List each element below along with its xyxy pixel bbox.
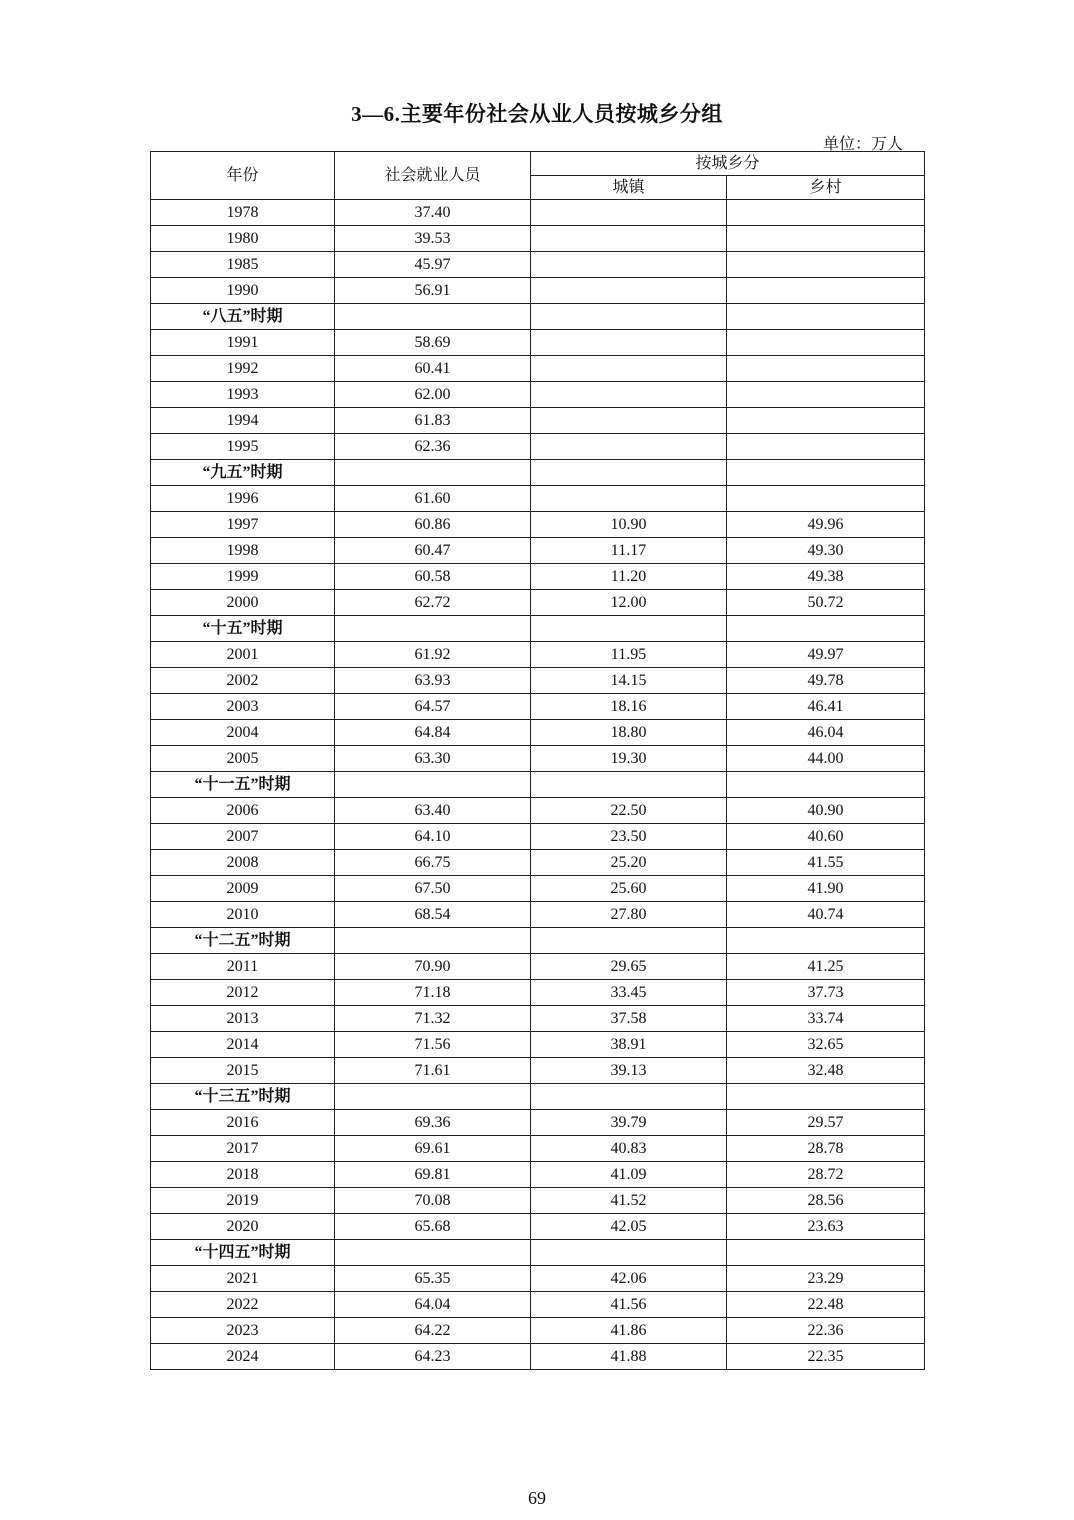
urban-cell: 41.52 [531, 1188, 727, 1214]
employed-cell: 64.57 [335, 694, 531, 720]
employed-cell: 64.84 [335, 720, 531, 746]
table-row [151, 512, 925, 538]
urban-cell: 11.17 [531, 538, 727, 564]
rural-cell: 40.60 [727, 824, 925, 850]
employed-cell: 67.50 [335, 876, 531, 902]
table-row [151, 876, 925, 902]
year-cell: 1995 [151, 434, 335, 460]
urban-cell: 41.86 [531, 1318, 727, 1344]
urban-cell: 11.95 [531, 642, 727, 668]
urban-cell [531, 408, 727, 434]
year-cell: 1997 [151, 512, 335, 538]
urban-cell [531, 200, 727, 226]
urban-cell [531, 434, 727, 460]
urban-cell: 38.91 [531, 1032, 727, 1058]
year-cell: 2014 [151, 1032, 335, 1058]
year-cell: 1978 [151, 200, 335, 226]
table-row [151, 1032, 925, 1058]
employed-cell: 64.22 [335, 1318, 531, 1344]
employed-cell: 70.90 [335, 954, 531, 980]
table-row [151, 538, 925, 564]
period-row [151, 928, 925, 954]
table-header [151, 152, 925, 200]
employed-cell: 61.83 [335, 408, 531, 434]
year-cell: 2016 [151, 1110, 335, 1136]
employed-cell: 71.18 [335, 980, 531, 1006]
year-cell: 2013 [151, 1006, 335, 1032]
rural-cell: 23.63 [727, 1214, 925, 1240]
employed-cell [335, 304, 531, 330]
table-row [151, 694, 925, 720]
year-cell: 2005 [151, 746, 335, 772]
employed-cell: 45.97 [335, 252, 531, 278]
rural-cell: 49.78 [727, 668, 925, 694]
urban-cell [531, 252, 727, 278]
urban-cell [531, 928, 727, 954]
year-cell: 2017 [151, 1136, 335, 1162]
year-cell: 1991 [151, 330, 335, 356]
table-row [151, 798, 925, 824]
employed-cell [335, 1084, 531, 1110]
year-cell: 2010 [151, 902, 335, 928]
table-row [151, 486, 925, 512]
employed-cell: 69.61 [335, 1136, 531, 1162]
table-row [151, 252, 925, 278]
urban-cell: 25.60 [531, 876, 727, 902]
employed-cell [335, 772, 531, 798]
table-row [151, 434, 925, 460]
urban-cell [531, 278, 727, 304]
period-label-cell: “十一五”时期 [151, 772, 335, 798]
urban-cell [531, 382, 727, 408]
year-cell: 2015 [151, 1058, 335, 1084]
urban-cell: 29.65 [531, 954, 727, 980]
employed-cell: 70.08 [335, 1188, 531, 1214]
header-by-urban-rural: 按城乡分 [531, 152, 925, 176]
year-cell: 2000 [151, 590, 335, 616]
employed-cell: 71.61 [335, 1058, 531, 1084]
table-row [151, 1188, 925, 1214]
employed-cell: 69.36 [335, 1110, 531, 1136]
header-rural: 乡村 [727, 176, 925, 200]
employed-cell: 63.40 [335, 798, 531, 824]
rural-cell: 49.97 [727, 642, 925, 668]
employed-cell: 39.53 [335, 226, 531, 252]
table-row [151, 902, 925, 928]
employed-cell: 68.54 [335, 902, 531, 928]
year-cell: 1999 [151, 564, 335, 590]
rural-cell: 33.74 [727, 1006, 925, 1032]
table-body [151, 200, 925, 1370]
year-cell: 2020 [151, 1214, 335, 1240]
year-cell: 2002 [151, 668, 335, 694]
employed-cell: 66.75 [335, 850, 531, 876]
rural-cell: 22.35 [727, 1344, 925, 1370]
urban-cell: 19.30 [531, 746, 727, 772]
year-cell: 2024 [151, 1344, 335, 1370]
urban-cell: 27.80 [531, 902, 727, 928]
employed-cell [335, 460, 531, 486]
rural-cell [727, 304, 925, 330]
rural-cell: 29.57 [727, 1110, 925, 1136]
table-row [151, 954, 925, 980]
table-row [151, 226, 925, 252]
period-row [151, 1240, 925, 1266]
year-cell: 1996 [151, 486, 335, 512]
period-row [151, 304, 925, 330]
rural-cell: 46.04 [727, 720, 925, 746]
urban-cell: 23.50 [531, 824, 727, 850]
rural-cell [727, 278, 925, 304]
year-cell: 1992 [151, 356, 335, 382]
year-cell: 2021 [151, 1266, 335, 1292]
employed-cell: 60.86 [335, 512, 531, 538]
rural-cell [727, 1240, 925, 1266]
urban-cell: 11.20 [531, 564, 727, 590]
urban-cell [531, 304, 727, 330]
rural-cell: 40.90 [727, 798, 925, 824]
urban-cell: 18.80 [531, 720, 727, 746]
urban-cell: 22.50 [531, 798, 727, 824]
table-row [151, 642, 925, 668]
rural-cell: 22.48 [727, 1292, 925, 1318]
employed-cell: 58.69 [335, 330, 531, 356]
rural-cell [727, 928, 925, 954]
employed-cell: 56.91 [335, 278, 531, 304]
table-row [151, 1266, 925, 1292]
employment-table [150, 151, 925, 1370]
period-label-cell: “十二五”时期 [151, 928, 335, 954]
rural-cell [727, 382, 925, 408]
year-cell: 1993 [151, 382, 335, 408]
employed-cell: 62.00 [335, 382, 531, 408]
period-label-cell: “十四五”时期 [151, 1240, 335, 1266]
urban-cell: 33.45 [531, 980, 727, 1006]
rural-cell: 23.29 [727, 1266, 925, 1292]
employed-cell: 64.23 [335, 1344, 531, 1370]
employed-cell: 61.60 [335, 486, 531, 512]
urban-cell [531, 616, 727, 642]
table-row [151, 1058, 925, 1084]
rural-cell [727, 356, 925, 382]
urban-cell: 41.88 [531, 1344, 727, 1370]
employed-cell: 65.35 [335, 1266, 531, 1292]
table-row [151, 590, 925, 616]
table-row [151, 1214, 925, 1240]
page-number: 69 [528, 1488, 546, 1508]
page-title: 3—6.主要年份社会从业人员按城乡分组 [351, 102, 723, 126]
rural-cell: 32.48 [727, 1058, 925, 1084]
year-cell: 1990 [151, 278, 335, 304]
urban-cell: 42.05 [531, 1214, 727, 1240]
rural-cell [727, 460, 925, 486]
employed-cell: 63.30 [335, 746, 531, 772]
employed-cell: 63.93 [335, 668, 531, 694]
rural-cell: 37.73 [727, 980, 925, 1006]
rural-cell: 46.41 [727, 694, 925, 720]
table-row [151, 408, 925, 434]
header-employed: 社会就业人员 [335, 152, 531, 200]
table-row [151, 278, 925, 304]
employed-cell: 62.72 [335, 590, 531, 616]
table-row [151, 356, 925, 382]
table-row [151, 200, 925, 226]
header-urban: 城镇 [531, 176, 727, 200]
rural-cell: 28.78 [727, 1136, 925, 1162]
rural-cell: 32.65 [727, 1032, 925, 1058]
year-cell: 2023 [151, 1318, 335, 1344]
urban-cell: 37.58 [531, 1006, 727, 1032]
year-cell: 2012 [151, 980, 335, 1006]
urban-cell: 14.15 [531, 668, 727, 694]
period-label-cell: “十三五”时期 [151, 1084, 335, 1110]
rural-cell [727, 1084, 925, 1110]
urban-cell [531, 330, 727, 356]
period-label-cell: “九五”时期 [151, 460, 335, 486]
period-label-cell: “八五”时期 [151, 304, 335, 330]
employed-cell: 71.32 [335, 1006, 531, 1032]
unit-label: 单位：万人 [822, 136, 903, 153]
year-cell: 2001 [151, 642, 335, 668]
rural-cell: 50.72 [727, 590, 925, 616]
year-cell: 1980 [151, 226, 335, 252]
period-row [151, 616, 925, 642]
table-row [151, 824, 925, 850]
rural-cell [727, 772, 925, 798]
urban-cell: 39.13 [531, 1058, 727, 1084]
employed-cell [335, 616, 531, 642]
rural-cell [727, 616, 925, 642]
table-row [151, 1162, 925, 1188]
period-label-cell: “十五”时期 [151, 616, 335, 642]
rural-cell: 49.38 [727, 564, 925, 590]
year-cell: 1994 [151, 408, 335, 434]
year-cell: 2018 [151, 1162, 335, 1188]
table-row [151, 1344, 925, 1370]
rural-cell: 28.56 [727, 1188, 925, 1214]
urban-cell [531, 1084, 727, 1110]
period-row [151, 1084, 925, 1110]
year-cell: 2004 [151, 720, 335, 746]
urban-cell: 18.16 [531, 694, 727, 720]
year-cell: 2011 [151, 954, 335, 980]
rural-cell: 41.90 [727, 876, 925, 902]
urban-cell: 40.83 [531, 1136, 727, 1162]
employed-cell: 60.41 [335, 356, 531, 382]
rural-cell: 41.25 [727, 954, 925, 980]
urban-cell: 10.90 [531, 512, 727, 538]
table-row [151, 1136, 925, 1162]
table-row [151, 1292, 925, 1318]
urban-cell: 41.09 [531, 1162, 727, 1188]
rural-cell [727, 200, 925, 226]
urban-cell [531, 772, 727, 798]
rural-cell: 49.30 [727, 538, 925, 564]
employed-cell: 37.40 [335, 200, 531, 226]
urban-cell [531, 460, 727, 486]
employed-cell [335, 1240, 531, 1266]
table-row [151, 1006, 925, 1032]
table-row [151, 382, 925, 408]
employed-cell: 65.68 [335, 1214, 531, 1240]
urban-cell: 39.79 [531, 1110, 727, 1136]
table-row [151, 850, 925, 876]
year-cell: 2022 [151, 1292, 335, 1318]
rural-cell: 44.00 [727, 746, 925, 772]
rural-cell: 28.72 [727, 1162, 925, 1188]
year-cell: 2006 [151, 798, 335, 824]
year-cell: 1998 [151, 538, 335, 564]
employed-cell: 60.47 [335, 538, 531, 564]
urban-cell [531, 1240, 727, 1266]
table-row [151, 746, 925, 772]
urban-cell: 12.00 [531, 590, 727, 616]
urban-cell [531, 356, 727, 382]
year-cell: 2008 [151, 850, 335, 876]
employed-cell: 71.56 [335, 1032, 531, 1058]
rural-cell: 49.96 [727, 512, 925, 538]
rural-cell [727, 252, 925, 278]
rural-cell [727, 226, 925, 252]
urban-cell [531, 486, 727, 512]
table-row [151, 1318, 925, 1344]
urban-cell: 42.06 [531, 1266, 727, 1292]
table-row [151, 980, 925, 1006]
rural-cell: 22.36 [727, 1318, 925, 1344]
rural-cell [727, 486, 925, 512]
rural-cell [727, 408, 925, 434]
year-cell: 1985 [151, 252, 335, 278]
period-row [151, 772, 925, 798]
urban-cell: 25.20 [531, 850, 727, 876]
table-row [151, 330, 925, 356]
table-row [151, 564, 925, 590]
rural-cell: 41.55 [727, 850, 925, 876]
urban-cell [531, 226, 727, 252]
employed-cell: 62.36 [335, 434, 531, 460]
header-year: 年份 [151, 152, 335, 200]
year-cell: 2007 [151, 824, 335, 850]
employed-cell: 60.58 [335, 564, 531, 590]
urban-cell: 41.56 [531, 1292, 727, 1318]
table-row [151, 668, 925, 694]
employed-cell: 61.92 [335, 642, 531, 668]
employed-cell: 69.81 [335, 1162, 531, 1188]
employed-cell: 64.04 [335, 1292, 531, 1318]
rural-cell [727, 434, 925, 460]
table-row [151, 720, 925, 746]
rural-cell: 40.74 [727, 902, 925, 928]
rural-cell [727, 330, 925, 356]
year-cell: 2009 [151, 876, 335, 902]
table-row [151, 1110, 925, 1136]
year-cell: 2003 [151, 694, 335, 720]
year-cell: 2019 [151, 1188, 335, 1214]
employed-cell: 64.10 [335, 824, 531, 850]
employed-cell [335, 928, 531, 954]
period-row [151, 460, 925, 486]
